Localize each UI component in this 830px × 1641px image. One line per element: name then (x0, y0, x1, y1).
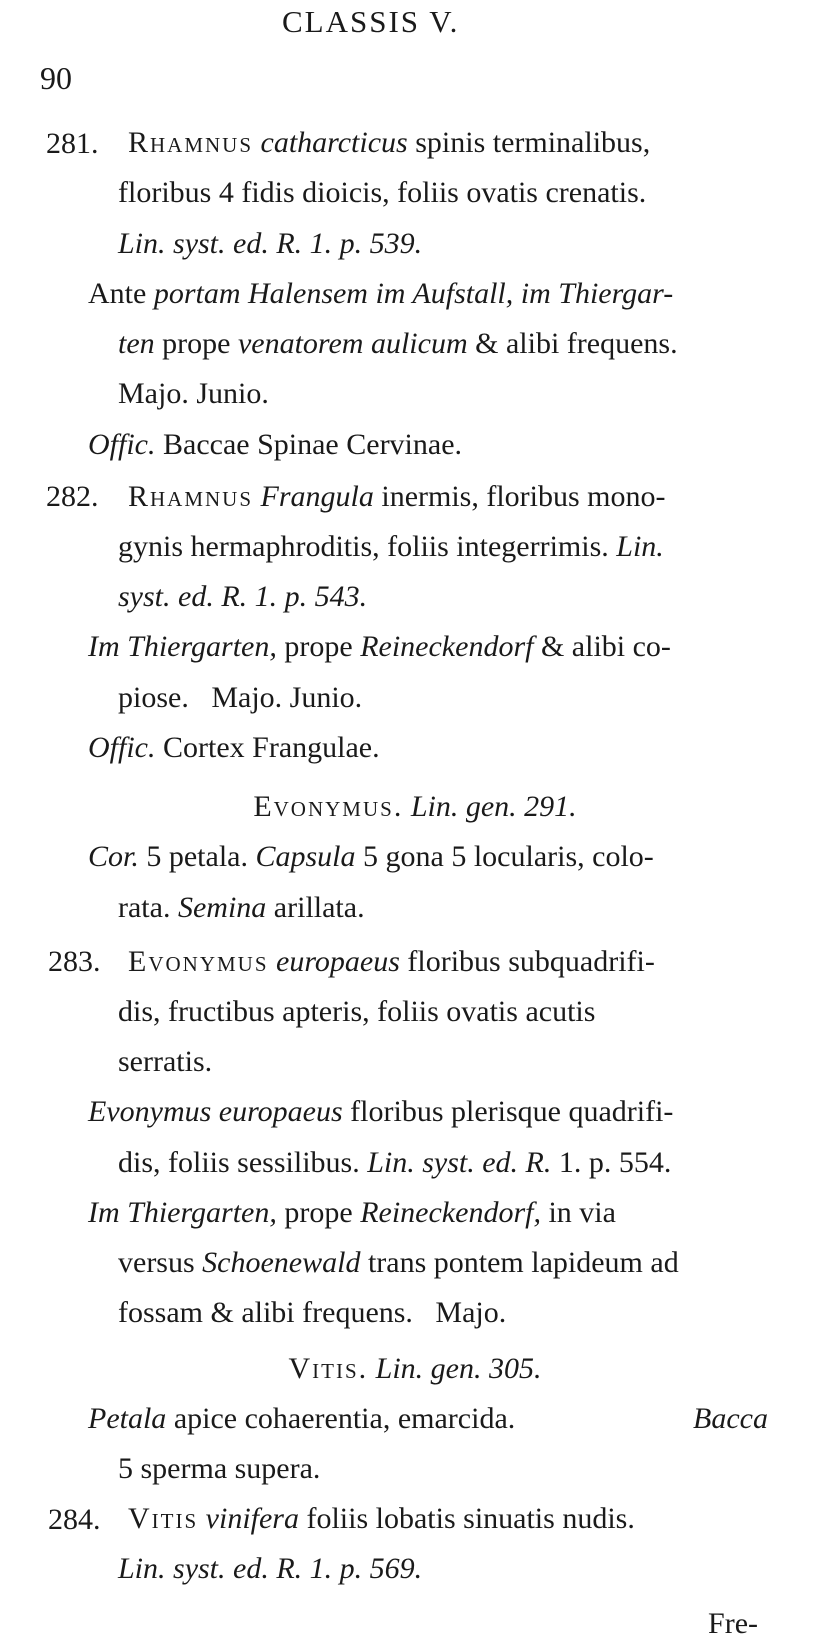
diagnosis-text: foliis lobatis sinuatis nudis. (306, 1502, 635, 1535)
reference-text: Lin. syst. ed. R. (367, 1146, 552, 1179)
habitat-place: Im Thiergarten, (88, 630, 277, 663)
habitat-place: Reineckendorf (360, 630, 534, 663)
genus-vitis-description-line-2 (118, 1449, 320, 1489)
diagnosis-text: spinis terminalibus, (415, 126, 651, 159)
genus-heading-vitis (0, 1349, 830, 1389)
description-text: apice cohaerentia, emarcida. (173, 1402, 516, 1435)
genus-name: Vitis (128, 1502, 199, 1535)
description-text: 5 petala. (146, 840, 248, 873)
entry-282-line-1 (128, 477, 666, 517)
officinal-label: Offic. (88, 731, 156, 764)
habitat-text: & alibi co- (540, 630, 671, 663)
entry-282-habitat-line-2: piose. Majo. Junio. (118, 681, 363, 714)
entry-281-habitat-line-2 (118, 324, 678, 364)
genus-reference: Lin. gen. 291. (410, 790, 577, 823)
reference-text: syst. ed. R. 1. p. 543. (118, 580, 368, 613)
entry-number-281: 281. (46, 127, 99, 160)
description-text: arillata. (273, 891, 365, 924)
entry-283-habitat-line-1 (88, 1193, 616, 1233)
entry-281-officinal (88, 425, 462, 465)
entry-283-line-2: dis, fructibus apteris, foliis ovatis acutis (118, 995, 596, 1028)
diagnosis-text: inermis, floribus mono- (381, 480, 666, 513)
description-text: 5 gona 5 locularis, colo- (363, 840, 654, 873)
habitat-text: in via (548, 1196, 616, 1229)
entry-281-flowering: Majo. Junio. (118, 377, 269, 410)
entry-284-line-1 (128, 1499, 635, 1539)
synonym-name: Evonymus europaeus (88, 1095, 343, 1128)
officinal-text: Baccae Spinae Cervinae. (163, 428, 463, 461)
habitat-place: Reineckendorf, (360, 1196, 541, 1229)
entry-283-synonym-line-1 (88, 1092, 673, 1132)
description-text: rata. (118, 891, 171, 924)
genus-name: Rhamnus (128, 480, 254, 513)
species-name: europaeus (276, 945, 400, 978)
habitat-text: Ante (88, 277, 147, 310)
genus-name: Evonymus (128, 945, 269, 978)
species-name: Frangula (260, 480, 374, 513)
habitat-text: versus (118, 1246, 195, 1279)
page-number: 90 (40, 60, 72, 96)
entry-281-reference (118, 224, 422, 264)
catchword: Fre- (708, 1607, 758, 1640)
entry-282-officinal (88, 728, 380, 768)
entry-283-synonym-line-2 (118, 1143, 671, 1183)
description-label: Bacca (693, 1402, 768, 1435)
habitat-place: ten (118, 327, 155, 360)
officinal-label: Offic. (88, 428, 156, 461)
genus-title: Evonymus. (253, 790, 404, 823)
officinal-text: Cortex Frangulae. (163, 731, 380, 764)
entry-284-reference (118, 1549, 422, 1589)
habitat-place: portam Halensem im Aufstall, (153, 277, 514, 310)
genus-reference: Lin. gen. 305. (375, 1352, 542, 1385)
running-title: CLASSIS V. (282, 4, 460, 39)
genus-vitis-description-line-1 (88, 1399, 768, 1439)
diagnosis-text: floribus subquadrifi- (407, 945, 655, 978)
habitat-place: im Thiergar- (520, 277, 674, 310)
description-group (88, 1399, 515, 1439)
habitat-place: venatorem aulicum (237, 327, 468, 360)
habitat-place: Im Thiergarten, (88, 1196, 277, 1229)
habitat-text: trans pontem lapideum ad (367, 1246, 679, 1279)
genus-title: Vitis. (288, 1352, 369, 1385)
description-text: 5 sperma supera. (118, 1452, 321, 1485)
genus-name: Rhamnus (128, 126, 254, 159)
habitat-text: prope (284, 1196, 353, 1229)
entry-282-line-2 (118, 527, 664, 567)
description-label: Semina (177, 891, 267, 924)
entry-number-283: 283. (48, 945, 101, 978)
reference-text: Lin. syst. ed. R. 1. p. 569. (118, 1552, 423, 1585)
habitat-text: & alibi frequens. (475, 327, 678, 360)
genus-evonymus-description-1 (88, 837, 654, 877)
reference-text: Lin. (616, 530, 664, 563)
entry-283-habitat-line-2 (118, 1243, 679, 1283)
entry-283-line-3: serratis. (118, 1045, 213, 1078)
species-name: vinifera (205, 1502, 299, 1535)
entry-283-line-1 (128, 942, 655, 982)
species-name: catharcticus (260, 126, 408, 159)
habitat-text: prope (284, 630, 353, 663)
synonym-text: floribus plerisque quadrifi- (350, 1095, 674, 1128)
genus-evonymus-description-2 (118, 888, 365, 928)
reference-page: 1. p. 554. (558, 1146, 672, 1179)
reference-text: Lin. syst. ed. R. 1. p. 539. (118, 227, 423, 260)
diagnosis-text: gynis hermaphroditis, foliis integerrimis. (118, 530, 609, 563)
entry-282-reference (118, 577, 367, 617)
description-label: Capsula (255, 840, 356, 873)
entry-281-line-2: floribus 4 fidis dioicis, foliis ovatis crenatis. (118, 176, 647, 209)
description-label: Petala (88, 1402, 167, 1435)
entry-281-habitat-line-1 (88, 274, 673, 314)
description-label: Cor. (88, 840, 139, 873)
entry-number-284: 284. (48, 1503, 101, 1536)
synonym-text: dis, foliis sessilibus. (118, 1146, 360, 1179)
genus-heading-evonymus (0, 787, 830, 827)
entry-283-habitat-line-3: fossam & alibi frequens. Majo. (118, 1296, 507, 1329)
habitat-text: prope (162, 327, 231, 360)
entry-number-282: 282. (46, 480, 99, 513)
entry-281-line-1 (128, 123, 650, 163)
habitat-place: Schoenewald (202, 1246, 361, 1279)
entry-282-habitat-line-1 (88, 627, 671, 667)
